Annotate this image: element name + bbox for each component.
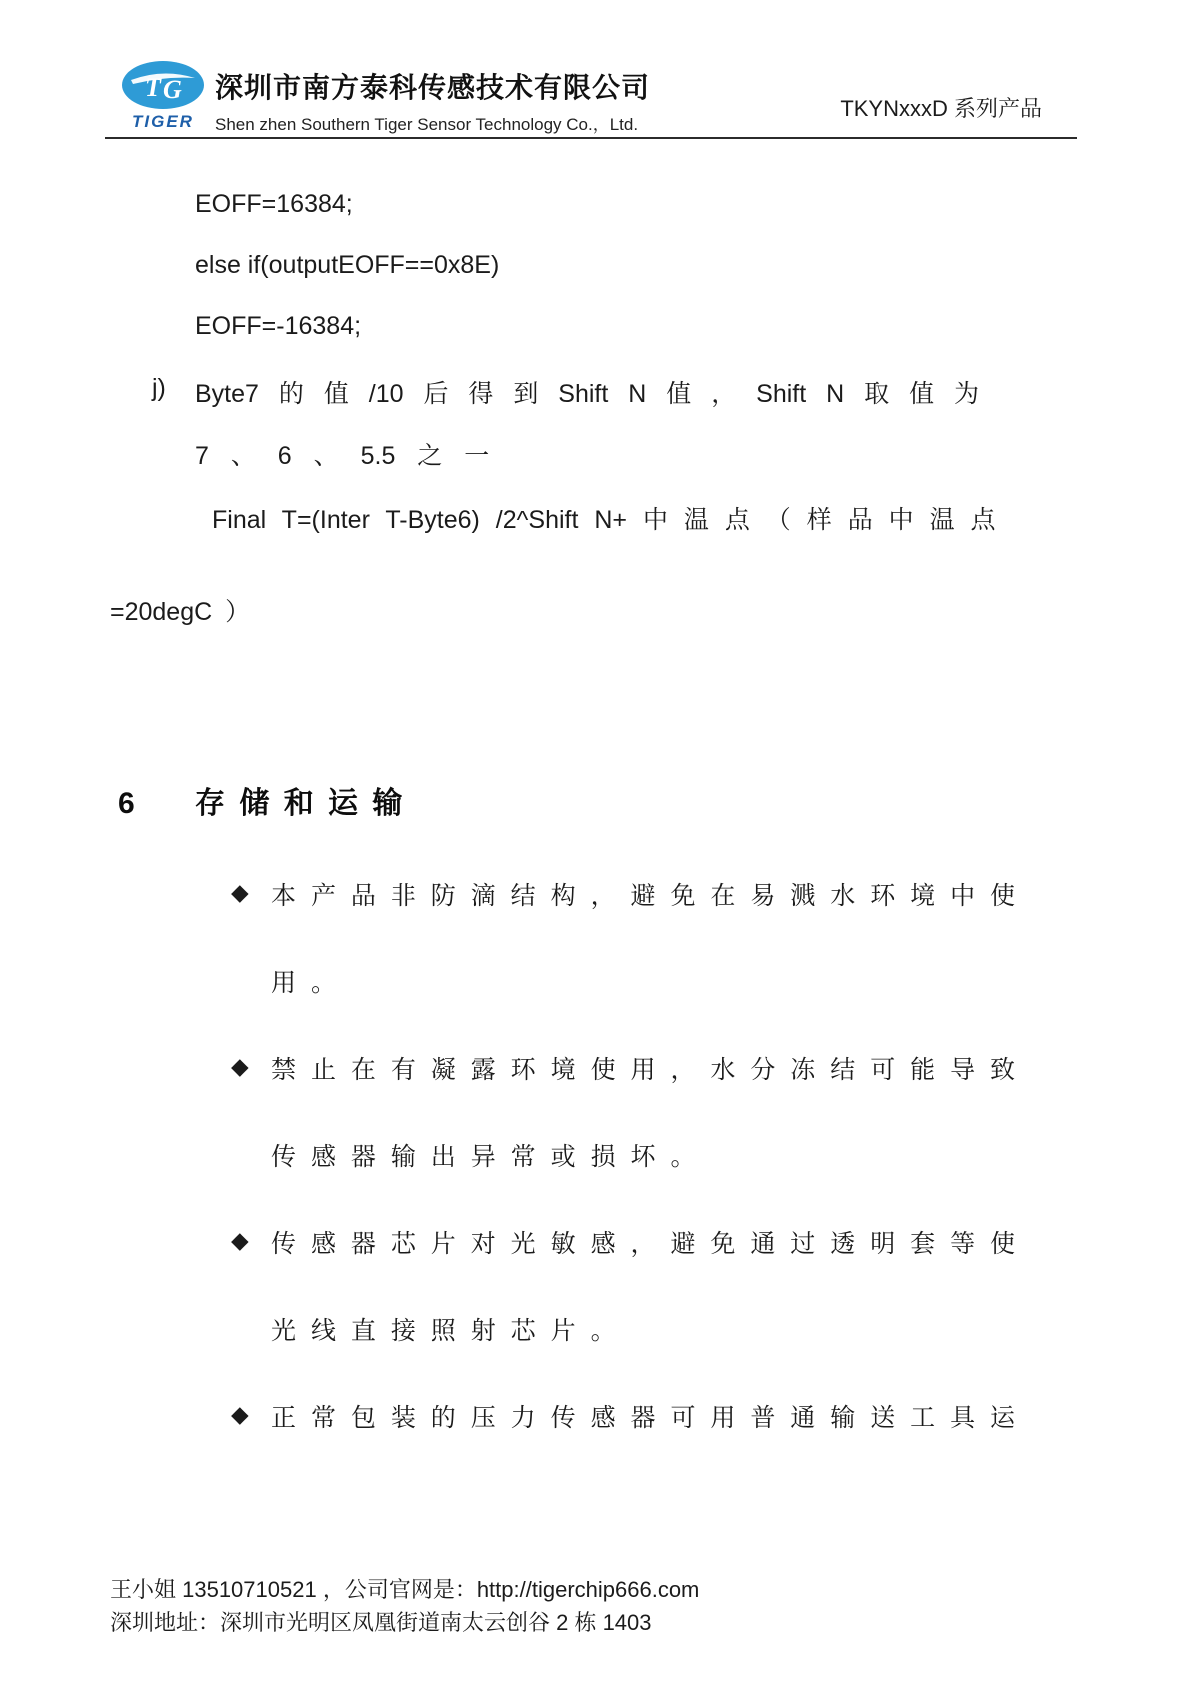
bullet-item-3 [231, 1224, 1015, 1260]
company-name-chinese: 深圳市南方泰科传感技术有限公司 [215, 72, 651, 103]
bullet-2-line-2: 传 感 器 输 出 异 常 或 损 坏 。 [271, 1143, 696, 1171]
formula-line-1: Final T=(Inter T-Byte6) /2^Shift N+ 中 温 点 （ 样 品 中 温 点 [212, 506, 996, 534]
list-item-j [152, 374, 979, 410]
section-heading [118, 778, 403, 822]
formula-line-2: =20degC ） [110, 598, 251, 626]
bullet-3-line-1: 传 感 器 芯 片 对 光 敏 感 ， 避 免 通 过 透 明 套 等 使 [271, 1230, 1016, 1258]
list-item-j-text-line1: Byte7 的 值 /10 后 得 到 Shift N 值 ， Shift N 取 值 为 [195, 380, 980, 408]
header-divider [105, 137, 1077, 139]
bullet-3-line-2: 光 线 直 接 照 射 芯 片 。 [271, 1317, 616, 1345]
bullet-2-line-1: 禁 止 在 有 凝 露 环 境 使 用 ， 水 分 冻 结 可 能 导 致 [271, 1056, 1016, 1084]
diamond-bullet-icon: ◆ [231, 1053, 249, 1079]
diamond-bullet-icon: ◆ [231, 1401, 249, 1427]
footer-address-line: 深圳地址：深圳市光明区凤凰街道南太云创谷 2 栋 1403 [110, 1610, 652, 1635]
footer-contact-line: 王小姐 13510710521 ，公司官网是：http://tigerchip666.com [110, 1577, 700, 1602]
bullet-1-line-2: 用 。 [271, 969, 336, 997]
list-item-j-text-line2: 7 、 6 、 5.5 之 一 [195, 442, 490, 470]
bullet-4-line-1: 正 常 包 装 的 压 力 传 感 器 可 用 普 通 输 送 工 具 运 [271, 1404, 1016, 1432]
svg-text:G: G [163, 75, 182, 104]
diamond-bullet-icon: ◆ [231, 1227, 249, 1253]
code-line-1: EOFF=16384; [195, 190, 353, 218]
svg-text:T: T [145, 73, 161, 102]
code-line-3: EOFF=-16384; [195, 312, 362, 340]
tiger-logo-icon [121, 60, 205, 110]
company-logo [118, 60, 208, 132]
section-title: 存 储 和 运 输 [195, 787, 404, 820]
list-item-j-marker: j) [152, 374, 166, 402]
bullet-1-line-1: 本 产 品 非 防 滴 结 构 ， 避 免 在 易 溅 水 环 境 中 使 [271, 882, 1016, 910]
product-series-label: TKYNxxxD 系列产品 [840, 96, 1042, 121]
bullet-item-2 [231, 1050, 1015, 1086]
bullet-item-1 [231, 876, 1015, 912]
code-line-2: else if(outputEOFF==0x8E) [195, 251, 500, 279]
logo-brand-text: TIGER [132, 112, 194, 131]
bullet-item-4 [231, 1398, 1015, 1434]
section-number: 6 [118, 787, 135, 820]
diamond-bullet-icon: ◆ [231, 879, 249, 905]
company-name-english: Shen zhen Southern Tiger Sensor Technology Co.，Ltd. [215, 115, 639, 134]
